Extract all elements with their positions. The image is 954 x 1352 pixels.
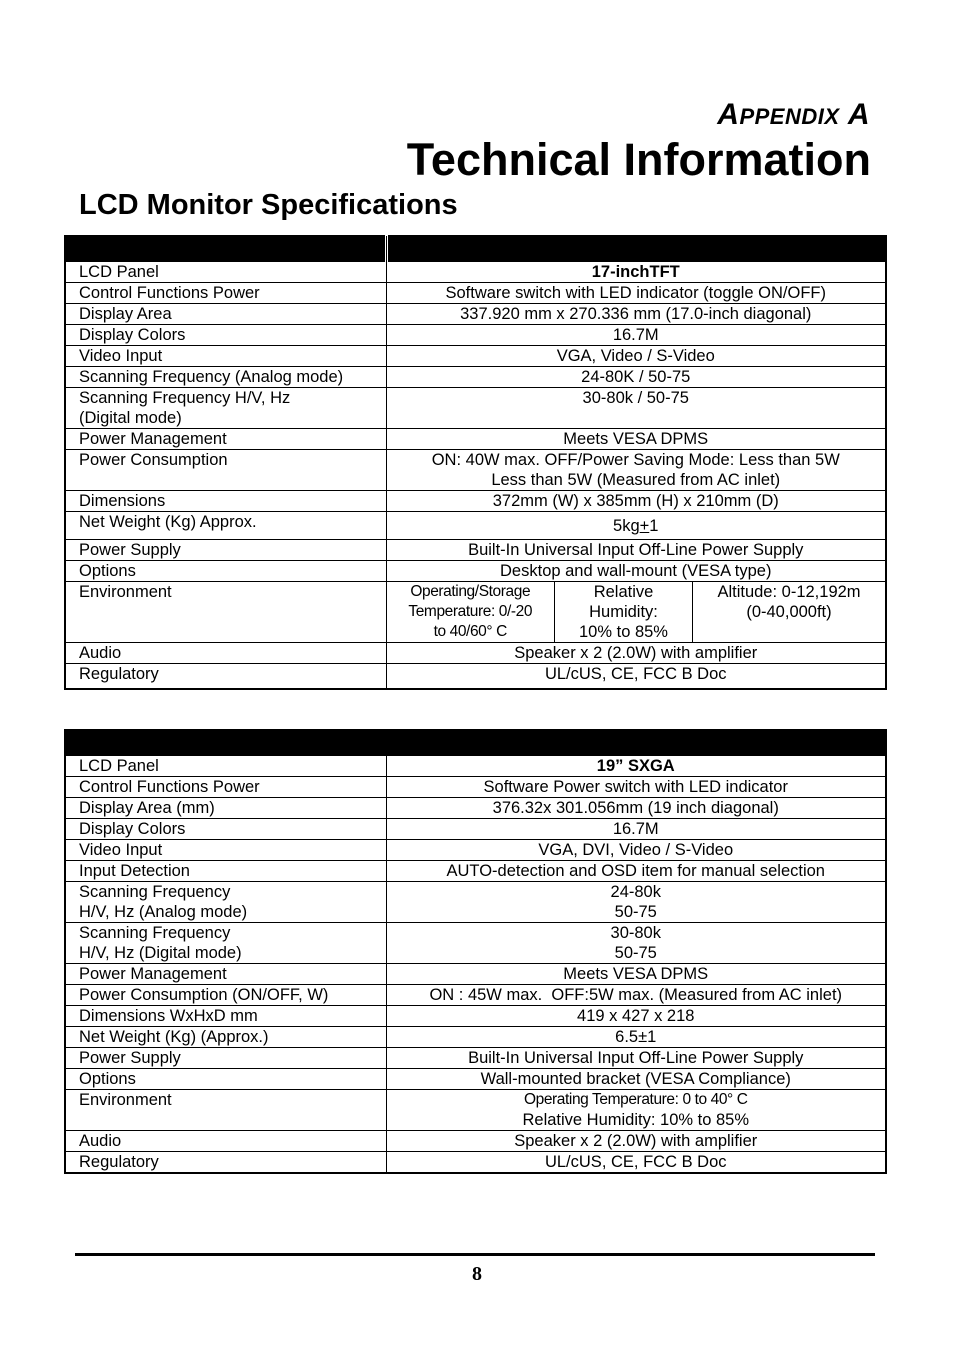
spec-value [386, 923, 886, 964]
spec-label: Power Consumption [65, 450, 386, 491]
table-row [65, 1152, 886, 1174]
table-row [65, 1048, 886, 1069]
table-row [65, 1131, 886, 1152]
spec-label: Audio [65, 1131, 386, 1152]
appendix-initial: A [717, 98, 740, 131]
table-row [65, 1069, 886, 1090]
spec-label: Regulatory [65, 664, 386, 689]
table-row [65, 882, 886, 923]
spec-value: 30-80k / 50-75 [386, 388, 886, 429]
env-line: Operating/Storage [410, 583, 531, 600]
table-row [65, 540, 886, 561]
env-line: Humidity: [589, 603, 658, 621]
spec-label: Input Detection [65, 861, 386, 882]
spec-value: VGA, Video / S-Video [386, 346, 886, 367]
spec-value: Built-In Universal Input Off-Line Power Supply [386, 1048, 886, 1069]
section-title: LCD Monitor Specifications [79, 189, 458, 221]
page-title: Technical Information [406, 134, 871, 185]
table-row [65, 923, 886, 964]
env-humidity [555, 582, 693, 642]
spec-label: Environment [65, 1090, 386, 1131]
table-row [65, 512, 886, 540]
table-row [65, 346, 886, 367]
env-line: (0-40,000ft) [746, 603, 832, 621]
spec-value: 419 x 427 x 218 [386, 1006, 886, 1027]
spec-value-line: ON: 40W max. OFF/Power Saving Mode: Less than 5W [431, 451, 840, 469]
spec-table-19inch [64, 729, 887, 1174]
spec-label: Display Area [65, 304, 386, 325]
spec-value [386, 882, 886, 923]
spec-value: Built-In Universal Input Off-Line Power Supply [386, 540, 886, 561]
page-number: 8 [472, 1263, 482, 1285]
spec-value: 16.7M [386, 819, 886, 840]
table-row [65, 367, 886, 388]
weight-value: 5kg [613, 517, 640, 535]
environment-cell [386, 582, 886, 643]
table-row [65, 643, 886, 664]
spec-label-line: (Digital mode) [79, 409, 182, 427]
spec-value: UL/cUS, CE, FCC B Doc [386, 1152, 886, 1174]
spec-value: 337.920 mm x 270.336 mm (17.0-inch diagonal) [386, 304, 886, 325]
spec-label [65, 388, 386, 429]
spec-label: Video Input [65, 346, 386, 367]
spec-value: Speaker x 2 (2.0W) with amplifier [386, 1131, 886, 1152]
env-altitude [693, 582, 886, 642]
spec-value: AUTO-detection and OSD item for manual selection [386, 861, 886, 882]
table-row [65, 325, 886, 346]
spec-value-line: 50-75 [614, 944, 657, 962]
spec-value-line: 30-80k [610, 924, 661, 942]
table-row [65, 582, 886, 643]
env-line: Temperature: 0/-20 [408, 603, 533, 620]
table-row [65, 664, 886, 689]
spec-value: Wall-mounted bracket (VESA Compliance) [386, 1069, 886, 1090]
spec-label: LCD Panel [65, 756, 386, 777]
spec-value: UL/cUS, CE, FCC B Doc [386, 664, 886, 689]
spec-value: Software Power switch with LED indicator [386, 777, 886, 798]
env-line: Relative [593, 583, 654, 601]
footer-divider [75, 1253, 875, 1256]
spec-value: Speaker x 2 (2.0W) with amplifier [386, 643, 886, 664]
table-header-bar [65, 730, 886, 756]
appendix-word: PPENDIX [739, 104, 840, 129]
spec-value [386, 450, 886, 491]
table-row [65, 429, 886, 450]
spec-label-line: H/V, Hz (Analog mode) [79, 903, 248, 921]
spec-label-line: Scanning Frequency [79, 883, 231, 901]
spec-label: Options [65, 1069, 386, 1090]
spec-label: Power Consumption (ON/OFF, W) [65, 985, 386, 1006]
table-row [65, 985, 886, 1006]
spec-value: Meets VESA DPMS [386, 429, 886, 450]
table-row [65, 819, 886, 840]
env-line: to 40/60° C [433, 623, 507, 640]
spec-value: VGA, DVI, Video / S-Video [386, 840, 886, 861]
spec-value: Software switch with LED indicator (toggle ON/OFF) [386, 283, 886, 304]
spec-value-line: 24-80k [610, 883, 661, 901]
table-row [65, 561, 886, 582]
spec-value: 376.32x 301.056mm (19 inch diagonal) [386, 798, 886, 819]
table-row [65, 840, 886, 861]
plus-minus-symbol: + [639, 517, 650, 535]
table-row [65, 304, 886, 325]
table-row [65, 1027, 886, 1048]
spec-value-line: Operating Temperature: 0 to 40° C [523, 1091, 748, 1108]
spec-label: Video Input [65, 840, 386, 861]
spec-label: Power Supply [65, 540, 386, 561]
spec-value-line: Relative Humidity: 10% to 85% [522, 1111, 750, 1129]
spec-label: Power Supply [65, 1048, 386, 1069]
weight-tolerance: 1 [649, 517, 659, 535]
spec-value: 17-inchTFT [386, 262, 886, 283]
spec-value: Meets VESA DPMS [386, 964, 886, 985]
spec-label: Net Weight (Kg) (Approx.) [65, 1027, 386, 1048]
spec-label [65, 882, 386, 923]
spec-value: 6.5±1 [386, 1027, 886, 1048]
table-row [65, 756, 886, 777]
appendix-heading [717, 98, 870, 132]
spec-label: Dimensions WxHxD mm [65, 1006, 386, 1027]
spec-label: Audio [65, 643, 386, 664]
spec-label: LCD Panel [65, 262, 386, 283]
spec-label-line: Scanning Frequency H/V, Hz [79, 389, 291, 407]
table-row [65, 777, 886, 798]
spec-label [65, 923, 386, 964]
spec-label: Environment [65, 582, 386, 643]
table-row [65, 388, 886, 429]
table-row [65, 861, 886, 882]
spec-value: 19” SXGA [386, 756, 886, 777]
spec-label: Display Area (mm) [65, 798, 386, 819]
spec-value: Desktop and wall-mount (VESA type) [386, 561, 886, 582]
spec-label: Control Functions Power [65, 283, 386, 304]
spec-label-line: Scanning Frequency [79, 924, 231, 942]
spec-value: 16.7M [386, 325, 886, 346]
spec-label: Power Management [65, 429, 386, 450]
spec-label: Power Management [65, 964, 386, 985]
spec-label-line: H/V, Hz (Digital mode) [79, 944, 242, 962]
spec-value [386, 1090, 886, 1131]
spec-label: Regulatory [65, 1152, 386, 1174]
spec-label: Control Functions Power [65, 777, 386, 798]
spec-label: Net Weight (Kg) Approx. [65, 512, 386, 540]
spec-label: Dimensions [65, 491, 386, 512]
table-row [65, 450, 886, 491]
spec-value-line: Less than 5W (Measured from AC inlet) [491, 471, 781, 489]
env-temperature [387, 582, 555, 642]
table-row [65, 262, 886, 283]
table-row [65, 1090, 886, 1131]
appendix-letter: A [847, 98, 870, 131]
table-row [65, 964, 886, 985]
spec-label: Scanning Frequency (Analog mode) [65, 367, 386, 388]
spec-value: 24-80K / 50-75 [386, 367, 886, 388]
spec-value: 372mm (W) x 385mm (H) x 210mm (D) [386, 491, 886, 512]
spec-table-17inch [64, 235, 887, 690]
spec-value-line: 50-75 [614, 903, 657, 921]
env-line: 10% to 85% [579, 623, 668, 641]
table-row [65, 798, 886, 819]
spec-value: ON : 45W max. OFF:5W max. (Measured from AC inlet) [386, 985, 886, 1006]
table-row [65, 283, 886, 304]
spec-value [386, 512, 886, 540]
table-header-bar [65, 236, 886, 262]
table-row [65, 491, 886, 512]
spec-label: Display Colors [65, 325, 386, 346]
table-row [65, 1006, 886, 1027]
spec-label: Options [65, 561, 386, 582]
environment-subtable [387, 582, 886, 642]
env-line: Altitude: 0-12,192m [717, 583, 861, 601]
spec-label: Display Colors [65, 819, 386, 840]
